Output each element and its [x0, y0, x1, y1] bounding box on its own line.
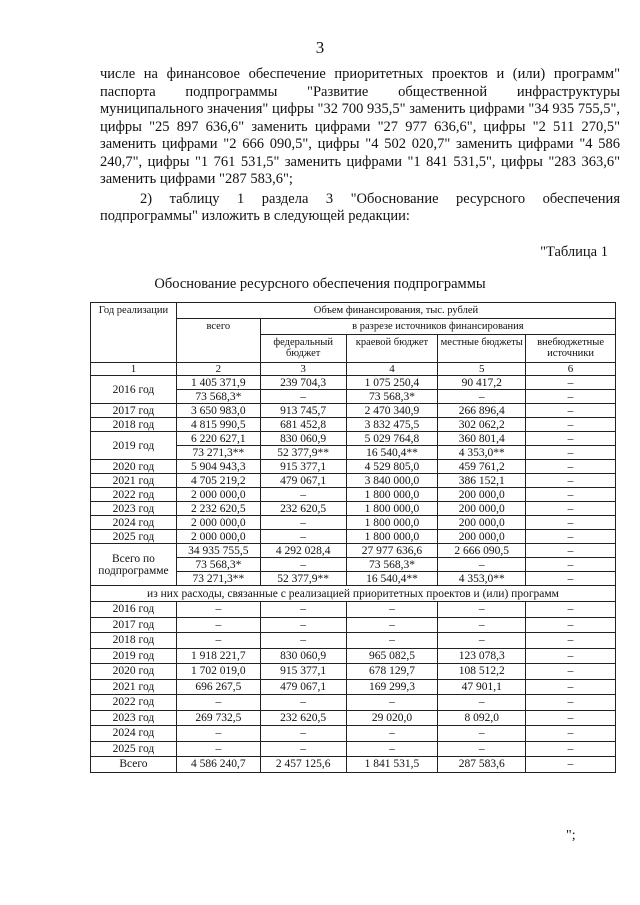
year-cell: 2018 год: [91, 418, 177, 432]
table-cell: 386 152,1: [438, 474, 526, 488]
table-cell: –: [526, 446, 616, 460]
table-cell: –: [438, 741, 526, 757]
table-cell: 459 761,2: [438, 460, 526, 474]
table-cell: 1 800 000,0: [346, 516, 438, 530]
table-cell: 2 470 340,9: [346, 404, 438, 418]
table-cell: 232 620,5: [260, 710, 346, 726]
table-cell: –: [526, 390, 616, 404]
table-cell: –: [176, 726, 260, 742]
header-extra: внебюджетные источники: [526, 335, 616, 363]
table-cell: 360 801,4: [438, 432, 526, 446]
table-cell: 287 583,6: [438, 757, 526, 773]
table-row: [91, 602, 616, 618]
table-row: [91, 726, 616, 742]
table-cell: 73 568,3*: [346, 558, 438, 572]
table-row: [91, 432, 616, 446]
table-cell: –: [526, 376, 616, 390]
col-number: 3: [260, 363, 346, 376]
table-row: [91, 474, 616, 488]
table-cell: –: [526, 617, 616, 633]
year-cell: 2025 год: [91, 530, 177, 544]
year-cell: 2024 год: [91, 726, 177, 742]
table-cell: –: [346, 726, 438, 742]
year-cell: 2025 год: [91, 741, 177, 757]
table-cell: 6 220 627,1: [176, 432, 260, 446]
table-cell: –: [260, 530, 346, 544]
table-cell: –: [176, 617, 260, 633]
table-row: [91, 710, 616, 726]
table-cell: 169 299,3: [346, 679, 438, 695]
table-cell: –: [438, 617, 526, 633]
table-cell: 915 377,1: [260, 460, 346, 474]
header-year: Год реализации: [91, 303, 177, 363]
year-cell: 2021 год: [91, 679, 177, 695]
table-cell: 1 918 221,7: [176, 648, 260, 664]
table-cell: –: [260, 741, 346, 757]
table-cell: –: [346, 633, 438, 649]
header-local: местные бюджеты: [438, 335, 526, 363]
table-row: [91, 404, 616, 418]
table-cell: –: [526, 530, 616, 544]
table-cell: 200 000,0: [438, 488, 526, 502]
table-cell: 200 000,0: [438, 516, 526, 530]
table-cell: –: [526, 710, 616, 726]
table-row: [91, 516, 616, 530]
priority-heading: из них расходы, связанные с реализацией приоритетных проектов и (или) программ: [91, 586, 616, 602]
header-federal: федеральный бюджет: [260, 335, 346, 363]
year-cell: 2024 год: [91, 516, 177, 530]
table-cell: 73 568,3*: [176, 390, 260, 404]
table-cell: –: [526, 633, 616, 649]
table-cell: 108 512,2: [438, 664, 526, 680]
table-cell: 4 586 240,7: [176, 757, 260, 773]
year-cell: 2017 год: [91, 617, 177, 633]
table-cell: 2 000 000,0: [176, 516, 260, 530]
table-row: [91, 488, 616, 502]
year-cell: 2018 год: [91, 633, 177, 649]
table-cell: –: [260, 726, 346, 742]
table-cell: 29 020,0: [346, 710, 438, 726]
table-cell: 5 904 943,3: [176, 460, 260, 474]
table-cell: 1 405 371,9: [176, 376, 260, 390]
table-cell: –: [438, 726, 526, 742]
table-cell: 830 060,9: [260, 432, 346, 446]
header-total: всего: [176, 319, 260, 363]
table-row: [91, 633, 616, 649]
table-cell: 1 841 531,5: [346, 757, 438, 773]
table-cell: 913 745,7: [260, 404, 346, 418]
table-cell: –: [438, 602, 526, 618]
year-cell: 2016 год: [91, 376, 177, 404]
resource-table: [90, 302, 616, 773]
header-regional: краевой бюджет: [346, 335, 438, 363]
total-label-cell: Всего по подпрограмме: [91, 544, 177, 586]
table-row: [91, 741, 616, 757]
paragraph-2: 2) таблицу 1 раздела 3 "Обоснование ресурсного обеспечения подпрограммы" изложить в следующей редакции:: [100, 190, 620, 224]
table-cell: –: [176, 633, 260, 649]
year-cell: 2021 год: [91, 474, 177, 488]
table-cell: –: [526, 432, 616, 446]
table-cell: –: [438, 390, 526, 404]
table-row: [91, 648, 616, 664]
year-cell: 2023 год: [91, 502, 177, 516]
table-cell: 16 540,4**: [346, 572, 438, 586]
table-cell: –: [526, 460, 616, 474]
table-cell: –: [526, 679, 616, 695]
table-row: [91, 679, 616, 695]
table-cell: –: [260, 617, 346, 633]
table-cell: –: [526, 404, 616, 418]
table-cell: 200 000,0: [438, 530, 526, 544]
table-cell: –: [438, 695, 526, 711]
table-cell: –: [526, 516, 616, 530]
table-title: Обоснование ресурсного обеспечения подпрограммы: [154, 276, 486, 292]
table-cell: –: [260, 695, 346, 711]
table-cell: 269 732,5: [176, 710, 260, 726]
table-cell: –: [526, 488, 616, 502]
table-cell: 47 901,1: [438, 679, 526, 695]
table-cell: 302 062,2: [438, 418, 526, 432]
year-cell: 2019 год: [91, 432, 177, 460]
table-cell: 4 815 990,5: [176, 418, 260, 432]
table-row: [91, 664, 616, 680]
table-cell: –: [526, 558, 616, 572]
year-cell: 2019 год: [91, 648, 177, 664]
table-cell: 266 896,4: [438, 404, 526, 418]
table-cell: –: [176, 741, 260, 757]
table-cell: –: [526, 664, 616, 680]
priority-heading-row: [91, 586, 616, 602]
table-cell: 52 377,9**: [260, 572, 346, 586]
table-header-row: [91, 303, 616, 319]
col-number: 6: [526, 363, 616, 376]
table-cell: 678 129,7: [346, 664, 438, 680]
table-cell: 2 000 000,0: [176, 488, 260, 502]
table-cell: –: [526, 418, 616, 432]
table-cell: 965 082,5: [346, 648, 438, 664]
table-cell: –: [526, 544, 616, 558]
table-row: [91, 502, 616, 516]
table-cell: –: [526, 602, 616, 618]
header-volume: Объем финансирования, тыс. рублей: [176, 303, 615, 319]
table-cell: 73 271,3**: [176, 446, 260, 460]
table-cell: 1 800 000,0: [346, 530, 438, 544]
table-cell: 123 078,3: [438, 648, 526, 664]
table-cell: 915 377,1: [260, 664, 346, 680]
table-cell: 8 092,0: [438, 710, 526, 726]
table-label: "Таблица 1: [540, 244, 608, 260]
table-cell: 90 417,2: [438, 376, 526, 390]
table-cell: 2 666 090,5: [438, 544, 526, 558]
table-cell: –: [526, 726, 616, 742]
table-row: [91, 530, 616, 544]
table-cell: –: [526, 695, 616, 711]
table-cell: 4 705 219,2: [176, 474, 260, 488]
table-cell: –: [260, 516, 346, 530]
table-cell: 16 540,4**: [346, 446, 438, 460]
table-cell: 3 832 475,5: [346, 418, 438, 432]
table-row: [91, 418, 616, 432]
table-cell: –: [176, 602, 260, 618]
table-cell: –: [526, 741, 616, 757]
table-row: [91, 544, 616, 558]
table-row: [91, 460, 616, 474]
table-row: [91, 617, 616, 633]
year-cell: 2020 год: [91, 460, 177, 474]
body-text: [100, 66, 620, 226]
year-cell: 2022 год: [91, 695, 177, 711]
table-cell: –: [260, 633, 346, 649]
table-cell: 34 935 755,5: [176, 544, 260, 558]
table-cell: 73 271,3**: [176, 572, 260, 586]
table-cell: –: [260, 390, 346, 404]
table-cell: 1 800 000,0: [346, 502, 438, 516]
table-cell: 2 232 620,5: [176, 502, 260, 516]
table-cell: –: [260, 558, 346, 572]
table-row: [91, 376, 616, 390]
table-cell: 479 067,1: [260, 474, 346, 488]
table-cell: 27 977 636,6: [346, 544, 438, 558]
table-cell: 73 568,3*: [346, 390, 438, 404]
table-cell: 1 075 250,4: [346, 376, 438, 390]
table-cell: 239 704,3: [260, 376, 346, 390]
col-number: 4: [346, 363, 438, 376]
table-cell: –: [526, 648, 616, 664]
year-cell: 2017 год: [91, 404, 177, 418]
column-number-row: [91, 363, 616, 376]
col-number: 1: [91, 363, 177, 376]
table-cell: 3 840 000,0: [346, 474, 438, 488]
table-cell: 1 702 019,0: [176, 664, 260, 680]
paragraph-1: числе на финансовое обеспечение приоритетных проектов и (или) программ" паспорта подпрограммы "Развитие общественной инфраструктуры муниципального значения" цифры "32 700 935,5" заменить цифрами "34 935 755,5", цифры "25 897 636,6" заменить цифрами "27 977 636,6", цифры "2 511 270,5" заменить цифрами "2 666 090,5", цифры "4 502 020,7" заменить цифрами "4 586 240,7", цифры "1 761 531,5" заменить цифрами "1 841 531,5", цифры "283 363,6" заменить цифрами "287 583,6";: [100, 66, 620, 187]
table-cell: –: [176, 695, 260, 711]
table-cell: –: [438, 558, 526, 572]
table-cell: 2 457 125,6: [260, 757, 346, 773]
table-cell: 73 568,3*: [176, 558, 260, 572]
table-cell: 52 377,9**: [260, 446, 346, 460]
table-cell: –: [438, 633, 526, 649]
table-cell: –: [526, 502, 616, 516]
table-cell: –: [346, 695, 438, 711]
table-cell: –: [260, 602, 346, 618]
table-cell: 830 060,9: [260, 648, 346, 664]
header-sources: в разрезе источников финансирования: [260, 319, 615, 335]
table-cell: –: [346, 617, 438, 633]
table-cell: –: [526, 474, 616, 488]
total-label-cell: Всего: [91, 757, 177, 773]
table-cell: 4 292 028,4: [260, 544, 346, 558]
year-cell: 2020 год: [91, 664, 177, 680]
closing-quote: ";: [566, 828, 576, 843]
table-cell: –: [260, 488, 346, 502]
col-number: 5: [438, 363, 526, 376]
col-number: 2: [176, 363, 260, 376]
table-cell: 4 529 805,0: [346, 460, 438, 474]
table-cell: 479 067,1: [260, 679, 346, 695]
table-cell: 4 353,0**: [438, 572, 526, 586]
year-cell: 2016 год: [91, 602, 177, 618]
table-cell: 5 029 764,8: [346, 432, 438, 446]
table-cell: –: [346, 602, 438, 618]
table-row: [91, 757, 616, 773]
table-cell: 4 353,0**: [438, 446, 526, 460]
year-cell: 2022 год: [91, 488, 177, 502]
table-cell: –: [526, 757, 616, 773]
table-cell: 1 800 000,0: [346, 488, 438, 502]
table-cell: 3 650 983,0: [176, 404, 260, 418]
table-cell: 681 452,8: [260, 418, 346, 432]
table-cell: –: [526, 572, 616, 586]
page-number: 3: [315, 38, 325, 57]
table-row: [91, 695, 616, 711]
year-cell: 2023 год: [91, 710, 177, 726]
table-cell: 200 000,0: [438, 502, 526, 516]
table-cell: –: [346, 741, 438, 757]
table-cell: 696 267,5: [176, 679, 260, 695]
table-cell: 2 000 000,0: [176, 530, 260, 544]
table-cell: 232 620,5: [260, 502, 346, 516]
